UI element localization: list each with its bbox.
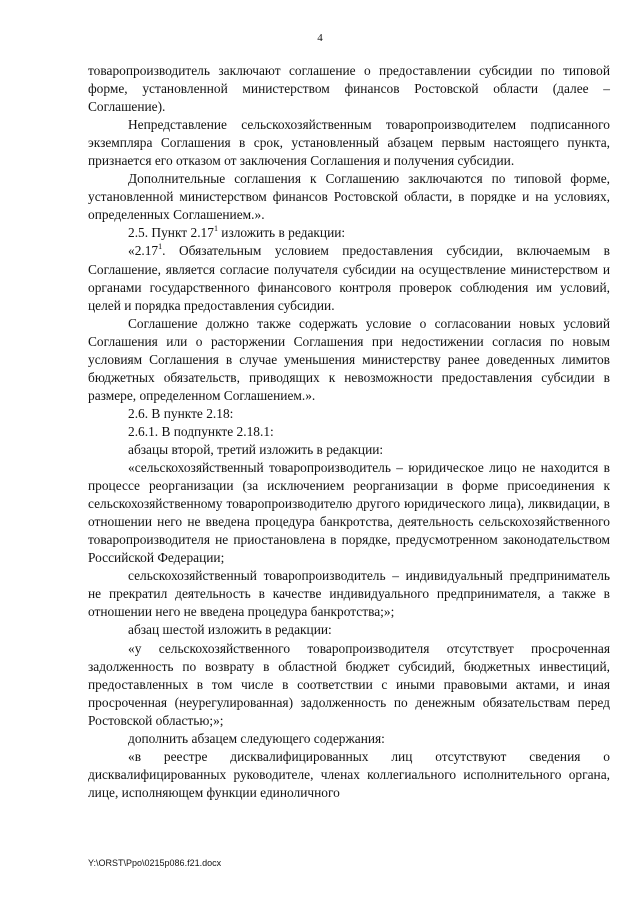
paragraph: Дополнительные соглашения к Соглашению заключаются по типовой форме, установленной министерством финансов Ростовской области, в порядке и на условиях, определенных Соглашением.».	[88, 171, 610, 223]
paragraph: абзацы второй, третий изложить в редакции:	[128, 441, 384, 457]
paragraph-item-2-5	[88, 224, 610, 242]
paragraph: «у сельскохозяйственного товаропроизводителя отсутствует просроченная задолженность по возврату в областной бюджет субсидий, бюджетных инвестиций, предоставленных в том числе в соответствии с иными правовыми актами, и иная просроченная (неурегулированная) задолженность по денежным обязательствам перед Ростовской областью;»;	[88, 640, 610, 728]
paragraph: «в реестре дисквалифицированных лиц отсутствуют сведения о дисквалифицированных руководителе, членах коллегиального исполнительного органа, лице, исполняющем функции единоличного	[88, 748, 610, 800]
document-body	[88, 62, 610, 802]
paragraph: Непредставление сельскохозяйственным товаропроизводителем подписанного экземпляра Соглашения в срок, установленный абзацем первым настоящего пункта, признается его отказом от заключения Соглашения и получения субсидии.	[88, 117, 610, 169]
paragraph-text: изложить в редакции:	[217, 225, 346, 241]
paragraph: Соглашение должно также содержать условие о согласовании новых условий Соглашения или о расторжении Соглашения при недостижении согласия по новым условиям Соглашения в случае уменьшения министерству ранее доведенных лимитов бюджетных обязательств, приводящих к невозможности предоставления субсидии в размере, определенном Соглашением.».	[88, 315, 610, 403]
paragraph: абзац шестой изложить в редакции:	[128, 622, 332, 638]
paragraph-text: . Обязательным условием предоставления субсидии, включаемым в Соглашение, является согласие получателя субсидии на осуществление министерством и органами государственного финансового контроля проверок соблюдения им условий, целей и порядка предоставления субсидии.	[88, 243, 610, 313]
paragraph: товаропроизводитель заключают соглашение о предоставлении субсидии по типовой форме, установленной министерством финансов Ростовской области (далее – Соглашение).	[88, 63, 610, 115]
page-number: 4	[317, 32, 323, 44]
paragraph-item-2-17-1	[88, 242, 610, 314]
paragraph: 2.6. В пункте 2.18:	[128, 405, 234, 421]
superscript: 1	[158, 242, 163, 251]
paragraph: 2.6.1. В подпункте 2.18.1:	[128, 423, 274, 439]
paragraph-text: 2.5. Пункт 2.17	[128, 225, 214, 241]
paragraph-text: «2.17	[128, 243, 159, 259]
paragraph: дополнить абзацем следующего содержания:	[128, 730, 385, 746]
paragraph: сельскохозяйственный товаропроизводитель – индивидуальный предприниматель не прекратил деятельность в качестве индивидуального предпринимателя, а также в отношении него не введена процедура банкротства;»;	[88, 568, 610, 620]
superscript: 1	[213, 223, 218, 233]
paragraph: «сельскохозяйственный товаропроизводитель – юридическое лицо не находится в процессе реорганизации (за исключением реорганизации в форме присоединения к сельскохозяйственному товаропроизводителю другого юридического лица), ликвидации, в отношении него не введена процедура банкротства, деятельность сельскохозяйственного товаропроизводителя не приостановлена в порядке, предусмотренном законодательством Российской Федерации;	[88, 460, 610, 566]
footer-file-path: Y:\ORST\Ppo\0215p086.f21.docx	[88, 858, 222, 868]
